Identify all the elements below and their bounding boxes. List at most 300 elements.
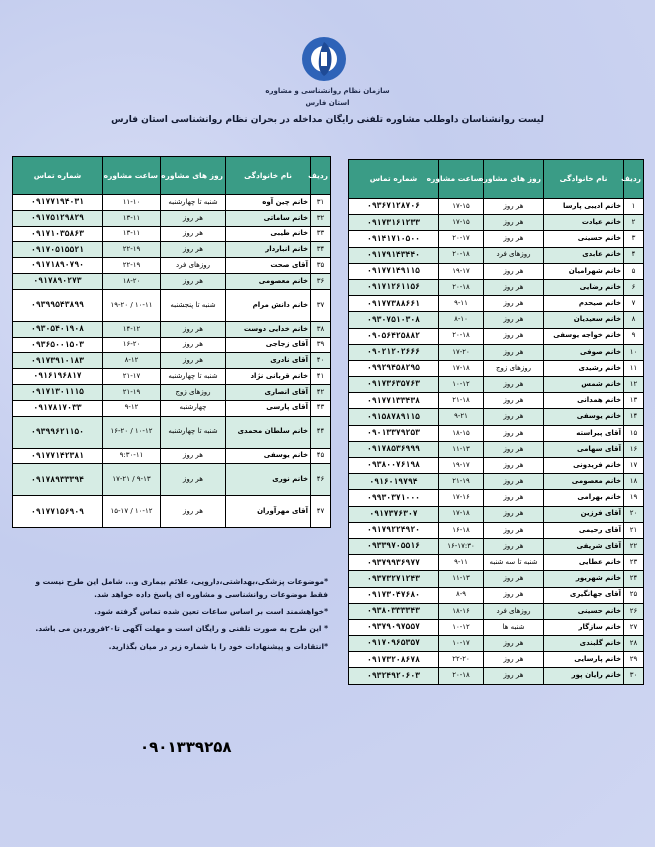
row-number: ۳۱ <box>311 195 331 211</box>
days-cell: هر روز <box>484 474 544 490</box>
name-cell: خانم رایان پور <box>544 668 624 684</box>
row-number: ۱۴ <box>624 409 644 425</box>
table-row <box>13 496 331 528</box>
hours-cell: ۲۰-۱۸ <box>439 668 484 684</box>
name-cell: آقای فرزین <box>544 506 624 522</box>
phone-cell: ۰۹۰۵۶۴۲۵۸۸۲ <box>349 328 439 344</box>
days-cell: هر روز <box>161 337 226 353</box>
feedback-phone: ۰۹۰۱۳۳۹۲۵۸ <box>140 738 232 756</box>
table-row <box>13 210 331 226</box>
table-row <box>349 490 644 506</box>
phone-cell: ۰۹۳۲۴۹۲۰۶۰۳ <box>349 668 439 684</box>
table-row <box>349 603 644 619</box>
name-cell: خانم عابدی <box>544 247 624 263</box>
hours-cell: ۱۱-۱۰ <box>103 195 161 211</box>
days-cell: شنبه تا چهارشنبه <box>161 369 226 385</box>
hours-cell: ۹-۲۱ <box>439 409 484 425</box>
name-cell: خانم قربانی نژاد <box>226 369 311 385</box>
table-row <box>349 506 644 522</box>
table-row <box>349 296 644 312</box>
col-name: نام خانوادگی <box>544 160 624 199</box>
table-row <box>13 464 331 496</box>
phone-cell: ۰۹۱۷۷۱۳۳۴۳۸ <box>349 393 439 409</box>
hours-cell: ۱۰-۱۲ / ۱۵-۱۷ <box>103 496 161 528</box>
table-row <box>349 458 644 474</box>
phone-cell: ۰۹۱۷۷۱۹۴۰۳۱ <box>13 195 103 211</box>
hours-cell: ۱۰-۱۲ / ۱۶-۲۰ <box>103 416 161 448</box>
table-row <box>349 668 644 684</box>
name-cell: خانم دانش مرام <box>226 289 311 321</box>
phone-cell: ۰۹۳۷۹۰۹۷۵۵۷ <box>349 619 439 635</box>
hours-cell: ۹-۱۱ <box>439 555 484 571</box>
row-number: ۵ <box>624 263 644 279</box>
row-number: ۲۳ <box>624 555 644 571</box>
row-number: ۱۸ <box>624 474 644 490</box>
table-row <box>13 242 331 258</box>
hours-cell: ۲۲-۱۹ <box>103 258 161 274</box>
days-cell: هر روز <box>484 587 544 603</box>
row-number: ۲۲ <box>624 538 644 554</box>
col-days: روز های مشاوره <box>161 157 226 195</box>
hours-cell: ۱۸-۱۶ <box>439 603 484 619</box>
table-row <box>349 619 644 635</box>
phone-cell: ۰۹۱۷۵۱۲۹۸۲۹ <box>13 210 103 226</box>
phone-cell: ۰۹۳۷۹۹۳۶۹۷۷ <box>349 555 439 571</box>
days-cell: هر روز <box>484 652 544 668</box>
row-number: ۱۰ <box>624 344 644 360</box>
days-cell: روزهای زوج <box>161 384 226 400</box>
row-number: ۹ <box>624 328 644 344</box>
name-cell: خانم صیحدم <box>544 296 624 312</box>
phone-cell: ۰۹۱۷۷۱۴۲۳۸۱ <box>13 448 103 464</box>
name-cell: خانم عیادت <box>544 215 624 231</box>
days-cell: هر روز <box>161 321 226 337</box>
table-row <box>349 587 644 603</box>
name-cell: خانم ادیبی پارسا <box>544 199 624 215</box>
phone-cell: ۰۹۳۷۳۲۷۱۲۴۳ <box>349 571 439 587</box>
hours-cell: ۱۷-۱۸ <box>439 360 484 376</box>
hours-cell: ۱۰-۱۲ <box>439 377 484 393</box>
days-cell: روزهای فرد <box>484 247 544 263</box>
row-number: ۳۲ <box>311 210 331 226</box>
name-cell: آقای سهامی <box>544 441 624 457</box>
note-feedback: *انتقادات و پیشنهادات خود را با شماره زیر در میان بگذارید. <box>108 641 328 651</box>
col-name: نام خانوادگی <box>226 157 311 195</box>
row-number: ۲۰ <box>624 506 644 522</box>
row-number: ۱۷ <box>624 458 644 474</box>
days-cell: روزهای فرد <box>161 258 226 274</box>
table-row <box>13 226 331 242</box>
days-cell: هر روز <box>484 328 544 344</box>
row-number: ۴ <box>624 247 644 263</box>
phone-cell: ۰۹۳۸۰۳۳۳۳۴۳ <box>349 603 439 619</box>
days-cell: هر روز <box>484 312 544 328</box>
name-cell: خانم رشیدی <box>544 360 624 376</box>
table-row <box>13 195 331 211</box>
phone-cell: ۰۹۱۷۱۰۳۵۸۶۳ <box>13 226 103 242</box>
row-number: ۴۳ <box>311 400 331 416</box>
hours-cell: ۲۱-۱۸ <box>439 393 484 409</box>
hours-cell: ۱۸-۲۰ <box>103 273 161 289</box>
days-cell: شنبه تا چهارشنبه <box>161 195 226 211</box>
phone-cell: ۰۹۱۷۳۲۰۸۶۷۸ <box>349 652 439 668</box>
hours-cell: ۲۰-۱۸ <box>439 328 484 344</box>
days-cell: شنبه تا چهارشنبه <box>161 416 226 448</box>
table-row <box>13 337 331 353</box>
table-row <box>349 263 644 279</box>
row-number: ۳۸ <box>311 321 331 337</box>
name-cell: خانم سازگار <box>544 619 624 635</box>
hours-cell: ۱۰-۱۱ / ۱۹-۲۰ <box>103 289 161 321</box>
table-row <box>349 215 644 231</box>
hours-cell: ۹:۳۰-۱۱ <box>103 448 161 464</box>
phone-cell: ۰۹۳۹۹۵۴۳۸۹۹ <box>13 289 103 321</box>
col-row: ردیف <box>311 157 331 195</box>
table-row <box>13 384 331 400</box>
days-cell: هر روز <box>161 464 226 496</box>
hours-cell: ۱۹-۱۷ <box>439 263 484 279</box>
row-number: ۲۴ <box>624 571 644 587</box>
name-cell: خانم طیبی <box>226 226 311 242</box>
days-cell: هر روز <box>484 490 544 506</box>
table-row <box>349 636 644 652</box>
phone-cell: ۰۹۹۳۰۳۷۱۰۰۰ <box>349 490 439 506</box>
table-row <box>13 400 331 416</box>
days-cell: شنبه ها <box>484 619 544 635</box>
name-cell: خانم سلطان محمدی <box>226 416 311 448</box>
phone-cell: ۰۹۳۳۹۷۰۵۵۱۶ <box>349 538 439 554</box>
hours-cell: ۱۶-۲۰ <box>103 337 161 353</box>
org-logo <box>296 34 352 84</box>
org-province: استان فارس <box>305 99 350 107</box>
name-cell: خانم حسینی <box>544 603 624 619</box>
row-number: ۲۹ <box>624 652 644 668</box>
hours-cell: ۱۰-۱۲ <box>439 619 484 635</box>
days-cell: هر روز <box>484 393 544 409</box>
hours-cell: ۲۱-۱۷ <box>103 369 161 385</box>
row-number: ۴۶ <box>311 464 331 496</box>
name-cell: خانم بهرامی <box>544 490 624 506</box>
hours-cell: ۱۰-۱۷ <box>439 636 484 652</box>
days-cell: هر روز <box>161 242 226 258</box>
table-row <box>349 474 644 490</box>
hours-cell: ۱۶-۱۷:۳۰ <box>439 538 484 554</box>
table-row <box>349 555 644 571</box>
phone-cell: ۰۹۱۷۰۹۶۵۳۵۷ <box>349 636 439 652</box>
phone-cell: ۰۹۱۷۸۹۳۳۳۹۴ <box>13 464 103 496</box>
table-row <box>349 328 644 344</box>
days-cell: هر روز <box>484 231 544 247</box>
name-cell: آقای جهانگیری <box>544 587 624 603</box>
hours-cell: ۱۳-۱۱ <box>103 226 161 242</box>
table-row <box>349 425 644 441</box>
name-cell: خانم یوسفی <box>226 448 311 464</box>
row-number: ۴۲ <box>311 384 331 400</box>
row-number: ۸ <box>624 312 644 328</box>
phone-cell: ۰۹۱۷۸۹۰۲۷۳ <box>13 273 103 289</box>
phone-cell: ۰۹۱۶۰۱۹۷۹۴ <box>349 474 439 490</box>
page-title: لیست روانشناسان داوطلب مشاوره تلفنی رایگان مداخله در بحران نظام روانشناسی استان فارس <box>111 115 544 125</box>
hours-cell: ۱۸-۱۵ <box>439 425 484 441</box>
days-cell: هر روز <box>161 448 226 464</box>
days-cell: هر روز <box>484 668 544 684</box>
row-number: ۳۵ <box>311 258 331 274</box>
counselors-table-left <box>12 156 331 528</box>
phone-cell: ۰۹۱۷۹۲۲۴۹۲۰ <box>349 522 439 538</box>
hours-cell: ۱۳-۱۱ <box>103 210 161 226</box>
name-cell: خانم سعیدیان <box>544 312 624 328</box>
days-cell: هر روز <box>484 522 544 538</box>
col-days: روز های مشاوره <box>484 160 544 199</box>
hours-cell: ۱۷-۱۸ <box>439 506 484 522</box>
phone-cell: ۰۹۱۶۱۹۶۸۱۷ <box>13 369 103 385</box>
phone-cell: ۰۹۱۷۹۱۴۳۴۴۰ <box>349 247 439 263</box>
name-cell: خانم خواجه یوسفی <box>544 328 624 344</box>
note-deadline: * این طرح به صورت تلفنی و رایگان است و مهلت آگهی تا۲۰فروردین می باشد. <box>35 624 328 634</box>
days-cell: شنبه تا سه شنبه <box>484 555 544 571</box>
notes-section <box>18 575 328 657</box>
name-cell: آقای رحیمی <box>544 522 624 538</box>
row-number: ۴۰ <box>311 353 331 369</box>
row-number: ۴۴ <box>311 416 331 448</box>
col-row: ردیف <box>624 160 644 199</box>
days-cell: هر روز <box>484 199 544 215</box>
row-number: ۲۶ <box>624 603 644 619</box>
days-cell: روزهای زوج <box>484 360 544 376</box>
phone-cell: ۰۹۳۹۹۶۲۱۱۵۰ <box>13 416 103 448</box>
row-number: ۱۲ <box>624 377 644 393</box>
org-name: سازمان نظام روانشناسی و مشاوره <box>265 87 390 95</box>
days-cell: هر روز <box>484 263 544 279</box>
row-number: ۲۸ <box>624 636 644 652</box>
name-cell: آقای انصاری <box>226 384 311 400</box>
row-number: ۴۱ <box>311 369 331 385</box>
days-cell: هر روز <box>484 377 544 393</box>
phone-cell: ۰۹۱۷۷۱۵۶۹۰۹ <box>13 496 103 528</box>
col-phone: شماره تماس <box>13 157 103 195</box>
days-cell: هر روز <box>484 458 544 474</box>
row-number: ۳۹ <box>311 337 331 353</box>
name-cell: خانم رضایی <box>544 279 624 295</box>
phone-cell: ۰۹۱۷۷۱۴۹۱۱۵ <box>349 263 439 279</box>
days-cell: هر روز <box>484 425 544 441</box>
name-cell: خانم پارسایی <box>544 652 624 668</box>
hours-cell: ۲۰-۱۸ <box>439 279 484 295</box>
hours-cell: ۱۷-۲۰ <box>439 344 484 360</box>
days-cell: هر روز <box>161 353 226 369</box>
phone-cell: ۰۹۳۶۵۰۰۱۵۰۳ <box>13 337 103 353</box>
row-number: ۳۷ <box>311 289 331 321</box>
table-row <box>13 273 331 289</box>
name-cell: خانم خدایی دوست <box>226 321 311 337</box>
days-cell: هر روز <box>484 538 544 554</box>
hours-cell: ۸-۹ <box>439 587 484 603</box>
phone-cell: ۰۹۹۲۹۴۵۸۲۹۵ <box>349 360 439 376</box>
days-cell: هر روز <box>484 441 544 457</box>
row-number: ۳۳ <box>311 226 331 242</box>
name-cell: آقای نادری <box>226 353 311 369</box>
days-cell: هر روز <box>161 496 226 528</box>
hours-cell: ۱۷-۱۵ <box>439 199 484 215</box>
phone-cell: ۰۹۰۲۱۲۰۲۶۶۶ <box>349 344 439 360</box>
table-row <box>349 538 644 554</box>
hours-cell: ۲۱-۱۹ <box>103 384 161 400</box>
row-number: ۱۶ <box>624 441 644 457</box>
name-cell: خانم چین آوه <box>226 195 311 211</box>
row-number: ۱ <box>624 199 644 215</box>
days-cell: هر روز <box>484 215 544 231</box>
table-row <box>349 199 644 215</box>
phone-cell: ۰۹۱۷۷۳۸۸۶۶۱ <box>349 296 439 312</box>
row-number: ۳ <box>624 231 644 247</box>
name-cell: خانم همدانی <box>544 393 624 409</box>
row-number: ۱۳ <box>624 393 644 409</box>
name-cell: آقای شریفی <box>544 538 624 554</box>
row-number: ۳۶ <box>311 273 331 289</box>
row-number: ۱۵ <box>624 425 644 441</box>
col-hours: ساعت مشاوره <box>103 157 161 195</box>
row-number: ۷ <box>624 296 644 312</box>
hours-cell: ۸-۱۲ <box>103 353 161 369</box>
name-cell: خانم نوری <box>226 464 311 496</box>
days-cell: هر روز <box>161 210 226 226</box>
name-cell: آقای پارسی <box>226 400 311 416</box>
table-row <box>13 448 331 464</box>
table-row <box>349 344 644 360</box>
name-cell: خانم ساماتی <box>226 210 311 226</box>
days-cell: هر روز <box>484 571 544 587</box>
hours-cell: ۲۰-۱۷ <box>439 231 484 247</box>
phone-cell: ۰۹۱۷۳۰۴۷۶۸۰ <box>349 587 439 603</box>
name-cell: خانم صوفی <box>544 344 624 360</box>
phone-cell: ۰۹۳۰۵۴۰۱۹۰۸ <box>13 321 103 337</box>
table-row <box>13 289 331 321</box>
phone-cell: ۰۹۱۷۱۸۹۰۷۹۰ <box>13 258 103 274</box>
hours-cell: ۱۱-۱۳ <box>439 441 484 457</box>
phone-cell: ۰۹۳۰۷۵۱۰۳۰۸ <box>349 312 439 328</box>
table-row <box>13 321 331 337</box>
hours-cell: ۱۷-۱۵ <box>439 215 484 231</box>
table-row <box>13 416 331 448</box>
name-cell: خانم معصومی <box>544 474 624 490</box>
phone-cell: ۰۹۱۴۱۷۱۰۵۰۰ <box>349 231 439 247</box>
table-row <box>349 360 644 376</box>
phone-cell: ۰۹۱۷۳۹۱۰۱۸۳ <box>13 353 103 369</box>
row-number: ۲۱ <box>624 522 644 538</box>
row-number: ۱۱ <box>624 360 644 376</box>
row-number: ۲۵ <box>624 587 644 603</box>
hours-cell: ۲۲-۱۹ <box>103 242 161 258</box>
days-cell: هر روز <box>161 226 226 242</box>
hours-cell: ۱۴-۱۲ <box>103 321 161 337</box>
table-row <box>349 409 644 425</box>
table-row <box>349 571 644 587</box>
name-cell: آقای پیراسته <box>544 425 624 441</box>
name-cell: خانم شمس <box>544 377 624 393</box>
days-cell: هر روز <box>484 506 544 522</box>
name-cell: آقای صحت <box>226 258 311 274</box>
days-cell: چهارشنبه <box>161 400 226 416</box>
table-row <box>349 247 644 263</box>
row-number: ۳۰ <box>624 668 644 684</box>
name-cell: خانم گلبندی <box>544 636 624 652</box>
phone-cell: ۰۹۱۷۳۱۶۱۲۳۳ <box>349 215 439 231</box>
name-cell: آقای زجاجی <box>226 337 311 353</box>
row-number: ۴۵ <box>311 448 331 464</box>
name-cell: خانم انباردار <box>226 242 311 258</box>
col-phone: شماره تماس <box>349 160 439 199</box>
name-cell: خانم شهرامیان <box>544 263 624 279</box>
hours-cell: ۲۱-۱۹ <box>439 474 484 490</box>
hours-cell: ۲۲-۲۰ <box>439 652 484 668</box>
row-number: ۴۷ <box>311 496 331 528</box>
phone-cell: ۰۹۱۷۰۵۱۵۵۲۱ <box>13 242 103 258</box>
table-row <box>13 258 331 274</box>
note-hours: *خواهشمند است بر اساس ساعات تعین شده تماس گرفته شود. <box>94 607 328 617</box>
name-cell: خانم عطایی <box>544 555 624 571</box>
hours-cell: ۹-۱۱ <box>439 296 484 312</box>
note-scope: *موضوعات پزشکی،بهداشتی،دارویی، علائم بیماری و... شامل این طرح نیست و فقط موضوعات روانشناسی و مشاوره ای پاسخ داده خواهد شد. <box>35 577 328 600</box>
row-number: ۲۷ <box>624 619 644 635</box>
table-row <box>349 279 644 295</box>
table-row <box>349 522 644 538</box>
days-cell: روزهای فرد <box>484 603 544 619</box>
days-cell: هر روز <box>161 273 226 289</box>
name-cell: خانم معصومی <box>226 273 311 289</box>
row-number: ۶ <box>624 279 644 295</box>
days-cell: هر روز <box>484 636 544 652</box>
phone-cell: ۰۹۱۵۸۷۸۹۱۱۵ <box>349 409 439 425</box>
hours-cell: ۱۷-۱۶ <box>439 490 484 506</box>
phone-cell: ۰۹۳۸۰۰۷۶۱۹۸ <box>349 458 439 474</box>
name-cell: آقای مهرآوران <box>226 496 311 528</box>
row-number: ۱۹ <box>624 490 644 506</box>
hours-cell: ۹-۱۲ <box>103 400 161 416</box>
days-cell: هر روز <box>484 296 544 312</box>
days-cell: هر روز <box>484 344 544 360</box>
table-row <box>349 441 644 457</box>
phone-cell: ۰۹۱۷۸۱۷۰۳۳ <box>13 400 103 416</box>
phone-cell: ۰۹۰۱۳۳۷۹۲۵۳ <box>349 425 439 441</box>
row-number: ۳۴ <box>311 242 331 258</box>
table-row <box>13 353 331 369</box>
phone-cell: ۰۹۱۷۳۶۳۵۷۶۳ <box>349 377 439 393</box>
table-row <box>13 369 331 385</box>
name-cell: خانم فریدونی <box>544 458 624 474</box>
days-cell: شنبه تا پنجشنبه <box>161 289 226 321</box>
col-hours: ساعت مشاوره <box>439 160 484 199</box>
phone-cell: ۰۹۱۷۱۳۰۱۱۱۵ <box>13 384 103 400</box>
table-row <box>349 377 644 393</box>
name-cell: خانم حسینی <box>544 231 624 247</box>
table-row <box>349 652 644 668</box>
days-cell: هر روز <box>484 279 544 295</box>
name-cell: خانم شهریور <box>544 571 624 587</box>
hours-cell: ۸-۱۰ <box>439 312 484 328</box>
phone-cell: ۰۹۱۷۱۲۶۱۱۵۶ <box>349 279 439 295</box>
table-row <box>349 231 644 247</box>
phone-cell: ۰۹۱۷۳۷۶۳۰۷ <box>349 506 439 522</box>
hours-cell: ۲۰-۱۸ <box>439 247 484 263</box>
name-cell: خانم یوسفی <box>544 409 624 425</box>
days-cell: هر روز <box>484 409 544 425</box>
hours-cell: ۱۱-۱۳ <box>439 571 484 587</box>
row-number: ۲ <box>624 215 644 231</box>
phone-cell: ۰۹۳۶۷۱۲۸۷۰۶ <box>349 199 439 215</box>
hours-cell: ۹-۱۳ / ۱۷-۲۱ <box>103 464 161 496</box>
counselors-table-right <box>348 159 644 685</box>
table-row <box>349 393 644 409</box>
